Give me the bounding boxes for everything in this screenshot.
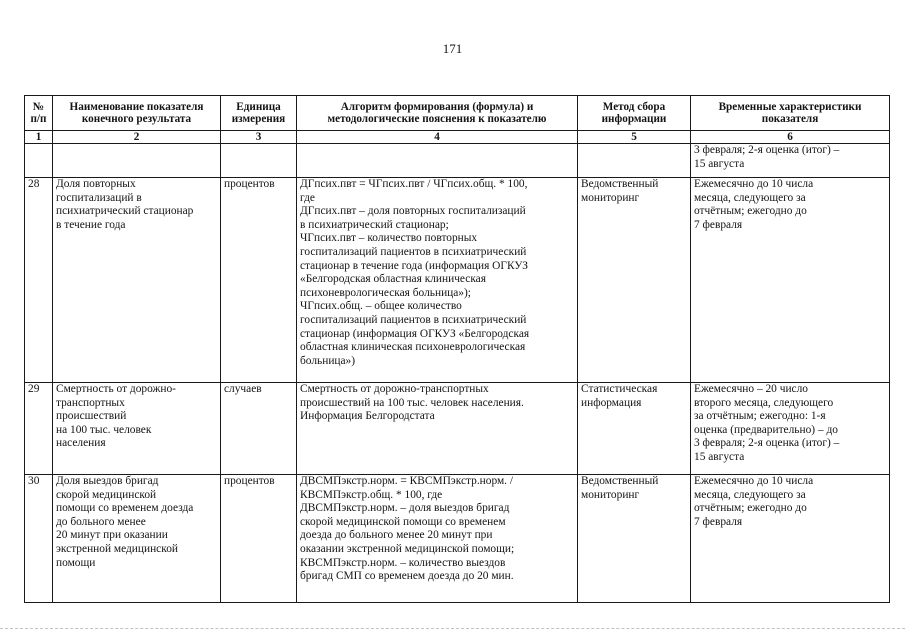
cell-timing: 3 февраля; 2-я оценка (итог) – 15 августа xyxy=(691,144,890,178)
cell-timing: Ежемесячно до 10 числа месяца, следующего за отчётным; ежегодно до 7 февраля xyxy=(691,178,890,383)
header-unit: Единица измерения xyxy=(221,96,297,131)
cell-unit: случаев xyxy=(221,383,297,475)
cell-method: Статистическая информация xyxy=(578,383,691,475)
cell-algorithm: ДГпсих.пвт = ЧГпсих.пвт / ЧГпсих.общ. * 100, где ДГпсих.пвт – доля повторных госпитализаций в психиатрический стационар; ЧГпсих.пвт – количество повторных госпитализаций пациентов в психиатрический стационар в течение года (информация ОГКУЗ «Белгородская областная клиническая психоневрологическая больница»); ЧГпсих.общ. – общее количество госпитализаций пациентов в психиатрический стационар (информация ОГКУЗ «Белгородская областная клиническая психоневрологическая больница») xyxy=(297,178,578,383)
cell-num: 29 xyxy=(25,383,53,475)
cell-unit: процентов xyxy=(221,475,297,603)
cell-unit: процентов xyxy=(221,178,297,383)
cell-method xyxy=(578,144,691,178)
cell-name: Смертность от дорожно- транспортных происшествий на 100 тыс. человек населения xyxy=(53,383,221,475)
cell-algorithm: ДВСМПэкстр.норм. = КВСМПэкстр.норм. / КВСМПэкстр.общ. * 100, где ДВСМПэкстр.норм. – доля выездов бригад скорой медицинской помощи со временем доезда до больного менее 20 минут при оказании экстренной медицинской помощи; КВСМПэкстр.норм. – количество выездов бригад СМП со временем доезда до 20 мин. xyxy=(297,475,578,603)
header-timing: Временные характеристики показателя xyxy=(691,96,890,131)
header-name: Наименование показателя конечного результата xyxy=(53,96,221,131)
cell-num: 30 xyxy=(25,475,53,603)
cell-algorithm xyxy=(297,144,578,178)
table-row-28 xyxy=(25,178,890,383)
table-row-continuation xyxy=(25,144,890,178)
header-method: Метод сбора информации xyxy=(578,96,691,131)
page-number: 171 xyxy=(442,41,463,56)
header-num: № п/п xyxy=(25,96,53,131)
column-number: 6 xyxy=(691,131,890,144)
cell-method: Ведомственный мониторинг xyxy=(578,475,691,603)
cell-method: Ведомственный мониторинг xyxy=(578,178,691,383)
table-row-30 xyxy=(25,475,890,603)
header-row xyxy=(25,96,890,131)
column-number: 5 xyxy=(578,131,691,144)
header-algorithm: Алгоритм формирования (формула) и методологические пояснения к показателю xyxy=(297,96,578,131)
cell-name: Доля повторных госпитализаций в психиатрический стационар в течение года xyxy=(53,178,221,383)
column-number: 3 xyxy=(221,131,297,144)
cell-algorithm: Смертность от дорожно-транспортных происшествий на 100 тыс. человек населения. Информация Белгородстата xyxy=(297,383,578,475)
cell-unit xyxy=(221,144,297,178)
cell-num xyxy=(25,144,53,178)
scan-edge-marks xyxy=(0,628,905,639)
table-row-29 xyxy=(25,383,890,475)
cell-name: Доля выездов бригад скорой медицинской помощи со временем доезда до больного менее 20 минут при оказании экстренной медицинской помощи xyxy=(53,475,221,603)
column-number: 4 xyxy=(297,131,578,144)
cell-num: 28 xyxy=(25,178,53,383)
column-number: 2 xyxy=(53,131,221,144)
cell-name xyxy=(53,144,221,178)
indicators-table xyxy=(24,95,890,603)
column-number: 1 xyxy=(25,131,53,144)
cell-timing: Ежемесячно – 20 число второго месяца, следующего за отчётным; ежегодно: 1-я оценка (предварительно) – до 3 февраля; 2-я оценка (итог) – 15 августа xyxy=(691,383,890,475)
cell-timing: Ежемесячно до 10 числа месяца, следующего за отчётным; ежегодно до 7 февраля xyxy=(691,475,890,603)
column-number-row xyxy=(25,131,890,144)
